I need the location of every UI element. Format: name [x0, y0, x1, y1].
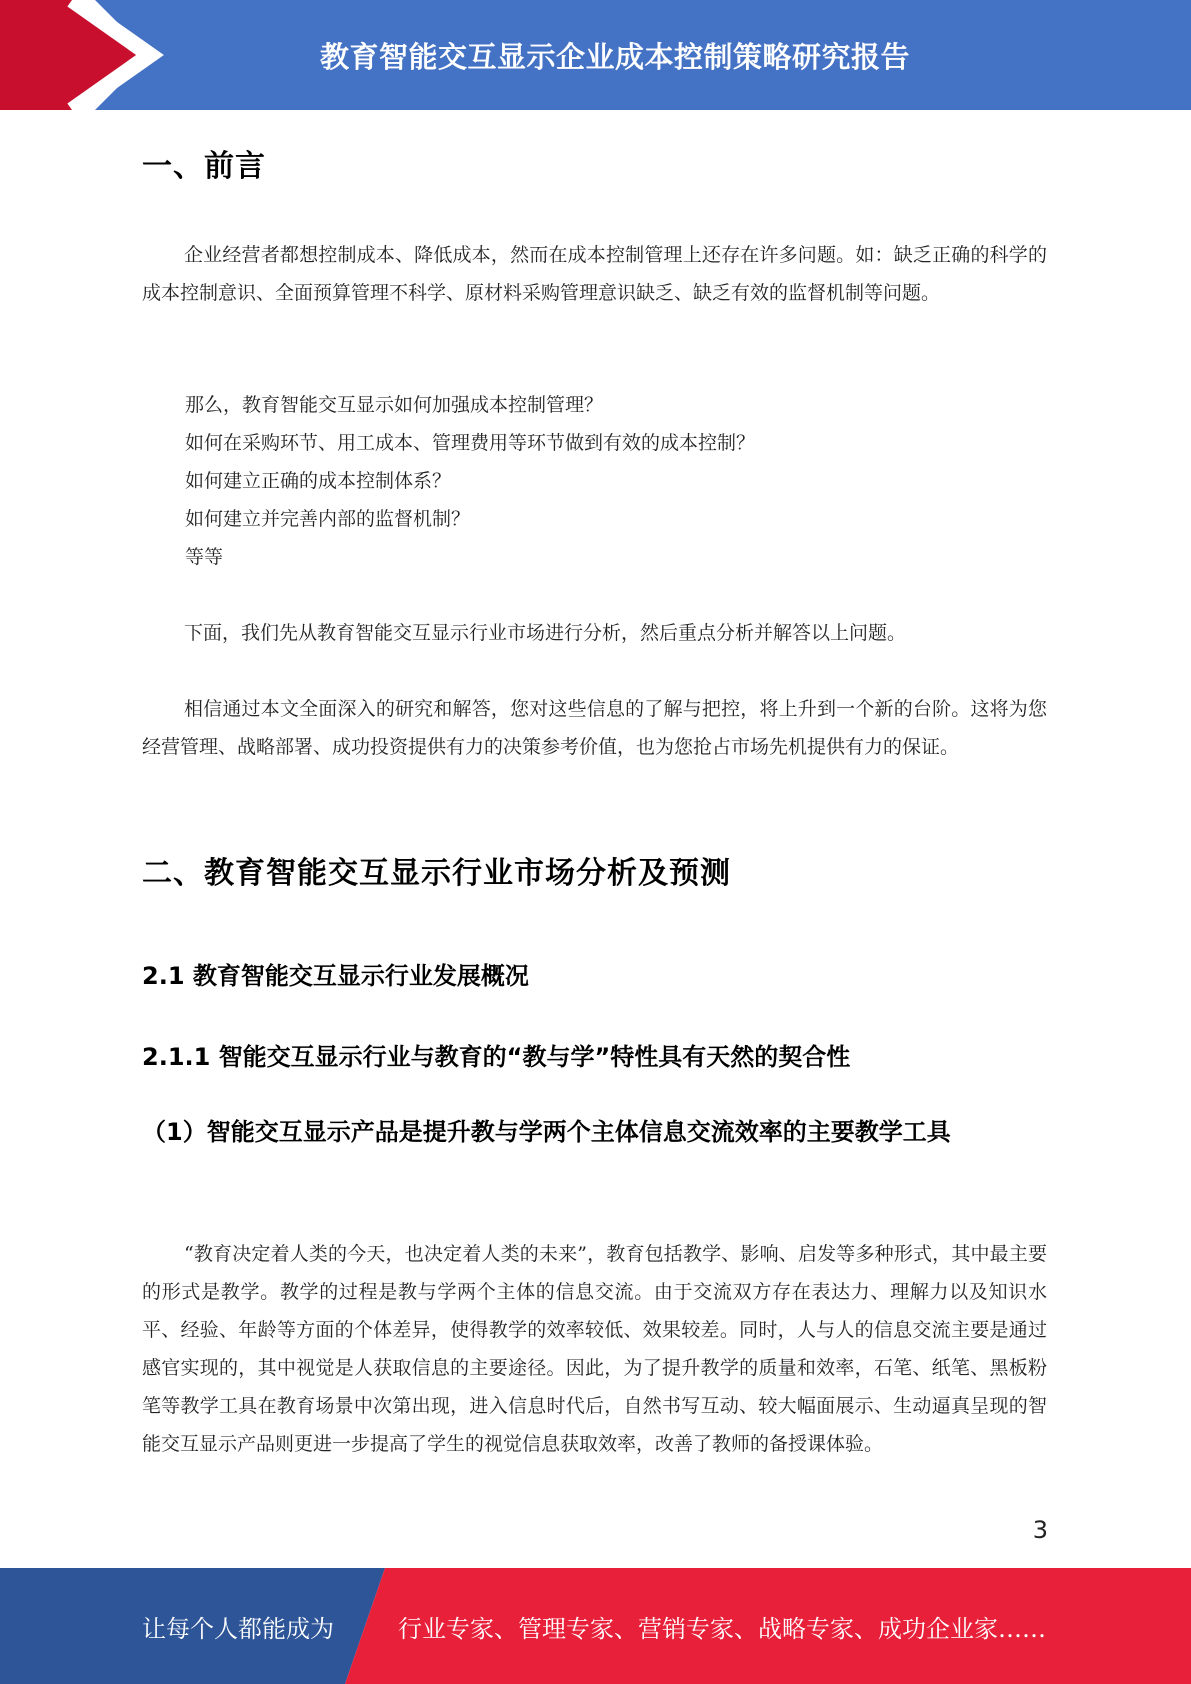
item-heading-1: （1）智能交互显示产品是提升教与学两个主体信息交流效率的主要教学工具 — [142, 1118, 951, 1146]
footer-slogan-right: 行业专家、管理专家、营销专家、战略专家、成功企业家…… — [398, 1614, 1046, 1643]
section-heading-market-analysis: 二、教育智能交互显示行业市场分析及预测 — [142, 856, 731, 891]
page-header — [0, 0, 1191, 110]
preface-next-paragraph: 下面，我们先从教育智能交互显示行业市场进行分析，然后重点分析并解答以上问题。 — [184, 622, 907, 644]
footer-slogan-left: 让每个人都能成为 — [142, 1614, 334, 1643]
question-line: 如何在采购环节、用工成本、管理费用等环节做到有效的成本控制？ — [185, 432, 756, 454]
section-heading-preface: 一、前言 — [142, 149, 266, 184]
subsection-heading-2-1-1: 2.1.1 智能交互显示行业与教育的“教与学”特性具有天然的契合性 — [142, 1043, 851, 1071]
body-paragraph: “教育决定着人类的今天，也决定着人类的未来”，教育包括教学、影响、启发等多种形式，其中最主要的形式是教学。教学的过程是教与学两个主体的信息交流。由于交流双方存在表达力、理解力以及知识水平、经验、年龄等方面的个体差异，使得教学的效率较低、效果较差。同时，人与人的信息交流主要是通过感官实现的，其中视觉是人获取信息的主要途径。因此，为了提升教学的质量和效率，石笔、纸笔、黑板粉笔等教学工具在教育场景中次第出现，进入信息时代后，自然书写互动、较大幅面展示、生动逼真呈现的智能交互显示产品则更进一步提高了学生的视觉信息获取效率，改善了教师的备授课体验。 — [142, 1243, 1047, 1455]
preface-intro-paragraph: 企业经营者都想控制成本、降低成本，然而在成本控制管理上还存在许多问题。如：缺乏正确的科学的成本控制意识、全面预算管理不科学、原材料采购管理意识缺乏、缺乏有效的监督机制等问题。 — [142, 244, 1047, 304]
question-line: 如何建立正确的成本控制体系？ — [185, 470, 452, 492]
page-number: 3 — [1032, 1516, 1048, 1544]
page-footer — [0, 1568, 1191, 1684]
question-line: 如何建立并完善内部的监督机制？ — [185, 508, 471, 530]
preface-belief-paragraph: 相信通过本文全面深入的研究和解答，您对这些信息的了解与把控，将上升到一个新的台阶。这将为您经营管理、战略部署、成功投资提供有力的决策参考价值，也为您抢占市场先机提供有力的保证。 — [142, 698, 1047, 758]
subsection-heading-2-1: 2.1 教育智能交互显示行业发展概况 — [142, 962, 529, 990]
report-title: 教育智能交互显示企业成本控制策略研究报告 — [320, 39, 911, 74]
question-line: 那么，教育智能交互显示如何加强成本控制管理？ — [185, 394, 604, 416]
question-line: 等等 — [185, 546, 224, 568]
